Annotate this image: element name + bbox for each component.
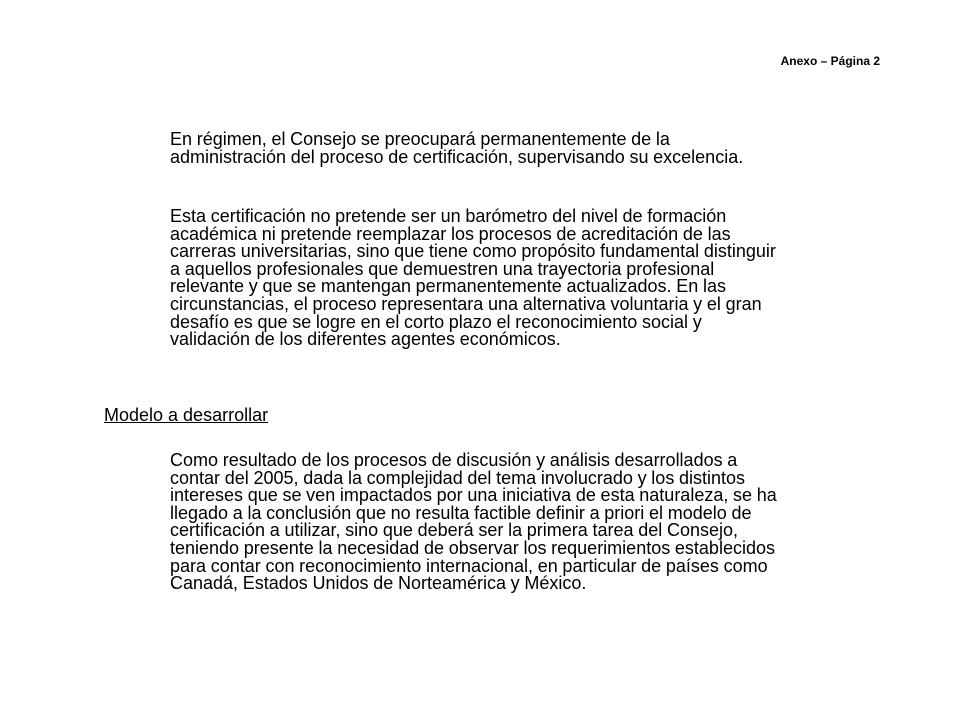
text-line: intereses que se ven impactados por una iniciativa de esta naturaleza, se ha <box>170 485 777 506</box>
text-line: para contar con reconocimiento internacional, en particular de países como <box>170 555 768 576</box>
text-line: administración del proceso de certificación, supervisando su excelencia. <box>170 146 744 167</box>
text-line: En régimen, el Consejo se preocupará permanentemente de la <box>170 129 670 149</box>
paragraph-consejo <box>170 131 910 166</box>
text-line: teniendo presente la necesidad de observar los requerimientos establecidos <box>170 537 775 558</box>
text-line: académica ni pretende reemplazar los procesos de acreditación de las <box>170 223 731 244</box>
text-line: circunstancias, el proceso representara una alternativa voluntaria y el gran <box>170 293 762 314</box>
text-line: carreras universitarias, sino que tiene como propósito fundamental distinguir <box>170 241 776 262</box>
text-line: validación de los diferentes agentes económicos. <box>170 329 561 350</box>
text-line: Esta certificación no pretende ser un barómetro del nivel de formación <box>170 206 727 226</box>
paragraph-certificacion <box>170 208 910 349</box>
text-line: contar del 2005, dada la complejidad del tema involucrado y los distintos <box>170 467 746 488</box>
section-heading-modelo: Modelo a desarrollar <box>104 405 269 425</box>
page-header-label: Anexo – Página 2 <box>780 54 880 68</box>
text-line: desafío es que se logre en el corto plazo el reconocimiento social y <box>170 311 702 332</box>
paragraph-resultado <box>170 452 910 593</box>
text-line: Canadá, Estados Unidos de Norteamérica y México. <box>170 573 587 594</box>
text-line: Como resultado de los procesos de discusión y análisis desarrollados a <box>170 450 738 470</box>
text-line: llegado a la conclusión que no resulta factible definir a priori el modelo de <box>170 502 752 523</box>
text-line: certificación a utilizar, sino que deberá ser la primera tarea del Consejo, <box>170 520 738 541</box>
text-line: relevante y que se mantengan permanentemente actualizados. En las <box>170 276 726 297</box>
text-line: a aquellos profesionales que demuestren una trayectoria profesional <box>170 258 715 279</box>
